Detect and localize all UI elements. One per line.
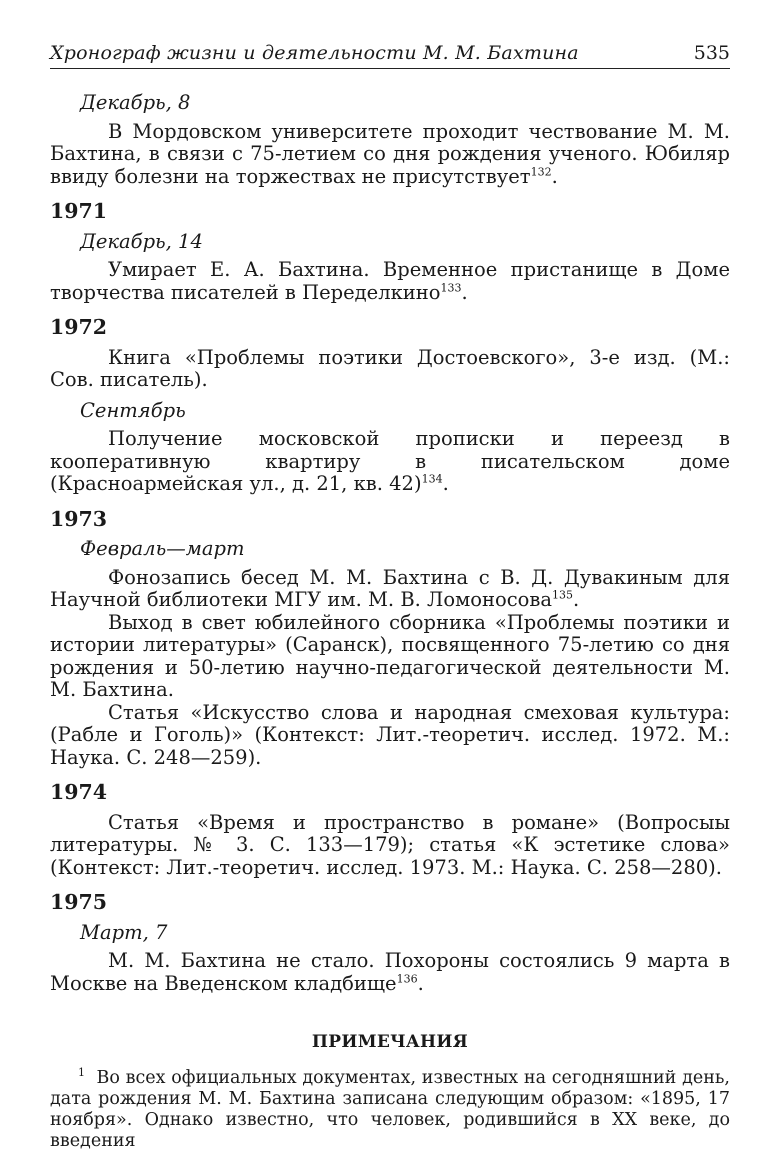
entry-date: Сентябрь — [80, 398, 186, 422]
footnote-ref[interactable]: 134 — [421, 472, 443, 486]
year-heading: 1972 — [50, 315, 108, 339]
entry-text: Книга «Проблемы поэтики Достоевского», 3-е изд. (М.: Сов. писатель). — [50, 345, 730, 391]
entry-text: Фонозапись бесед М. М. Бахтина с В. Д. Дувакиным для Научной библиотеки МГУ им. М. В. Ломоносова$^{135}$. — [50, 565, 730, 611]
footnote-ref[interactable]: 135 — [551, 588, 573, 602]
entry-text: Получение московской прописки и переезд в кооперативную квартиру в писательском доме (Красноармейская ул., д. 21, кв. 42)$^{134}$. — [50, 427, 730, 495]
footnote-ref[interactable]: 136 — [396, 972, 418, 985]
notes-heading: ПРИМЕЧАНИЯ — [311, 1032, 469, 1052]
year-heading: 1973 — [50, 506, 108, 531]
year-heading: 1974 — [50, 780, 108, 804]
footnote-number: 1 — [78, 1065, 85, 1079]
running-header — [50, 40, 730, 69]
entry-text: В Мордовском университете проходит чествование М. М. Бахтина, в связи с 75-летием со дня рождения ученого. Юбиляр ввиду болезни на торжествах не присутствует$^{132}$. — [50, 119, 730, 188]
entry-text: Умирает Е. А. Бахтина. Временное пристанище в Доме творчества писателей в Переделкино$^{133}$. — [50, 258, 730, 304]
year-heading: 1975 — [50, 890, 108, 914]
entry-date: Март, 7 — [80, 920, 168, 944]
entry-text: Статья «Искусство слова и народная смеховая культура: (Рабле и Гоголь)» (Контекст: Лит.-теоретич. исслед. 1972. М.: Наука. С. 248—259). — [50, 700, 730, 769]
year-heading: 1971 — [50, 199, 108, 223]
entry-date: Февраль—март — [80, 537, 245, 560]
footnote: $^1$ Во всех официальных документах, известных на сегодняшний день, дата рождения М. М. Бахтина записана следующим образом: «1895, 17 ноября». Однако известно, что человек, родившийся в XX веке, до введения — [50, 1065, 730, 1151]
entry-date: Декабрь, 14 — [80, 229, 203, 253]
footnote-ref[interactable]: 133 — [440, 281, 462, 294]
entry-text: Статья «Время и пространство в романе» (Вопросыы литературы. № 3. С. 133—179); статья «К эстетике слова» (Контекст: Лит.-теоретич. исслед. 1973. М.: Наука. С. 258—280). — [50, 810, 730, 879]
entry-text: Выход в свет юбилейного сборника «Проблемы поэтики и истории литературы» (Саранск), посвященного 75-летию со дня рождения и 50-летию научно-педагогической деятельности М. М. Бахтина. — [50, 610, 730, 701]
page-number: 535 — [693, 42, 730, 64]
footnote-ref[interactable]: 132 — [530, 165, 552, 178]
entry-text: М. М. Бахтина не стало. Похороны состоялись 9 марта в Москве на Введенском кладбище$^{136}$. — [50, 949, 730, 995]
running-title: Хронограф жизни и деятельности М. М. Бахтина — [50, 42, 579, 64]
page-body — [50, 92, 730, 1152]
entry-date: Декабрь, 8 — [80, 91, 191, 114]
